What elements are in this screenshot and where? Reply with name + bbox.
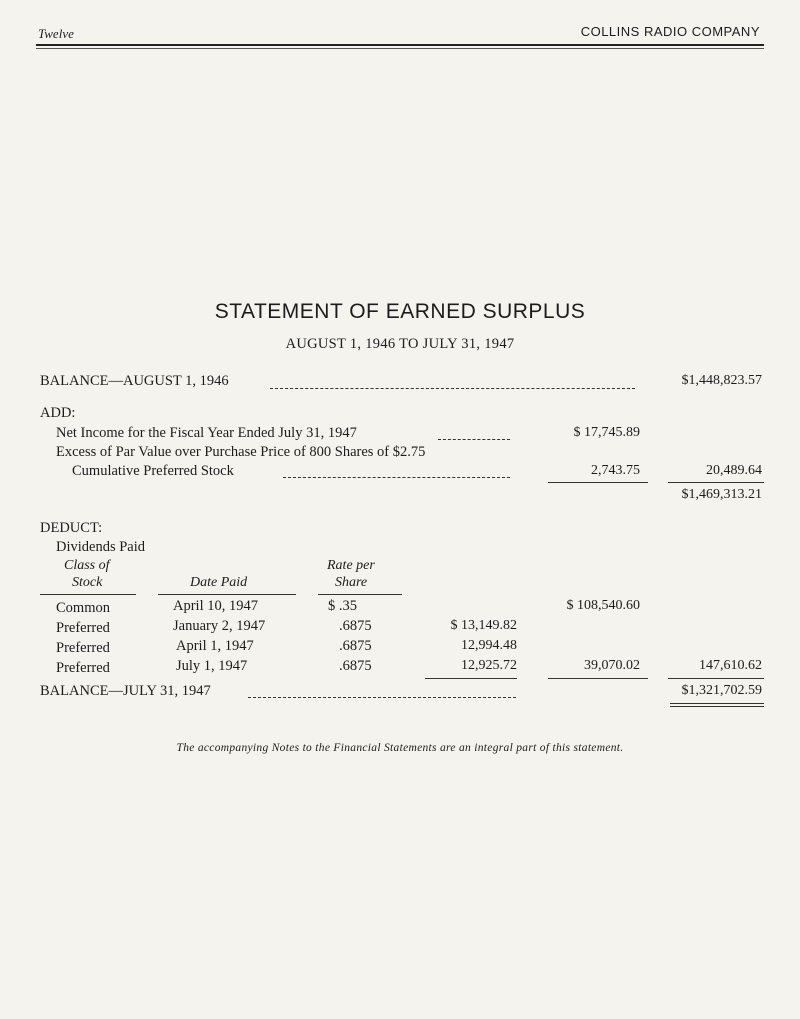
double-rule — [670, 706, 764, 707]
column-rule — [40, 594, 136, 595]
net-income-label: Net Income for the Fiscal Year Ended July 31, 1947 — [56, 425, 357, 441]
col-rate-header: Rate per — [327, 558, 375, 573]
deduct-heading: DEDUCT: — [40, 520, 103, 536]
sum-rule — [668, 482, 764, 483]
dividend-class: Preferred — [56, 660, 110, 676]
dividend-date: January 2, 1947 — [173, 618, 266, 634]
col-date-header: Date Paid — [190, 575, 248, 590]
column-rule — [318, 594, 402, 595]
leader-dots — [248, 697, 516, 698]
statement-period: AUGUST 1, 1946 TO JULY 31, 1947 — [285, 336, 515, 352]
dividend-amount: 12,925.72 — [461, 658, 517, 673]
dividends-paid-label: Dividends Paid — [56, 539, 146, 555]
dividend-class: Preferred — [56, 640, 110, 656]
dividend-class: Common — [56, 600, 110, 616]
header-rule-thin — [36, 48, 764, 49]
excess-amount: 2,743.75 — [591, 463, 640, 478]
leader-dots — [438, 439, 510, 440]
dividend-group-total: $ 108,540.60 — [566, 598, 640, 613]
opening-balance-amount: $1,448,823.57 — [681, 373, 762, 388]
dividend-group-total: 39,070.02 — [584, 658, 640, 673]
statement-title: STATEMENT OF EARNED SURPLUS — [214, 300, 586, 323]
dividend-amount: $ 13,149.82 — [450, 618, 517, 633]
opening-balance-label: BALANCE—AUGUST 1, 1946 — [40, 373, 229, 389]
dividend-amount: 12,994.48 — [461, 638, 517, 653]
sum-rule — [548, 678, 648, 679]
add-total-amount: 20,489.64 — [706, 463, 762, 478]
footnote: The accompanying Notes to the Financial Statements are an integral part of this statement. — [176, 742, 624, 754]
col-class-header: Class of — [64, 558, 110, 573]
column-rule — [158, 594, 296, 595]
col-class-header-2: Stock — [72, 575, 103, 590]
leader-dots — [283, 477, 510, 478]
page-number-label: Twelve — [38, 26, 74, 41]
excess-label-line1: Excess of Par Value over Purchase Price of 800 Shares of $2.75 — [56, 444, 426, 460]
sum-rule — [668, 678, 764, 679]
excess-label-line2: Cumulative Preferred Stock — [72, 463, 234, 479]
sum-rule — [425, 678, 517, 679]
double-rule — [670, 703, 764, 704]
dividend-rate: .6875 — [339, 618, 372, 634]
company-name: COLLINS RADIO COMPANY — [580, 24, 760, 39]
deduct-total-amount: 147,610.62 — [699, 658, 762, 673]
closing-balance-label: BALANCE—JULY 31, 1947 — [40, 683, 211, 699]
header-rule — [36, 44, 764, 46]
closing-balance-amount: $1,321,702.59 — [681, 683, 762, 698]
leader-dots — [270, 388, 635, 389]
sum-rule — [548, 482, 648, 483]
add-heading: ADD: — [40, 405, 76, 421]
dividend-rate: $ .35 — [328, 598, 357, 614]
dividend-date: April 10, 1947 — [173, 598, 258, 614]
dividend-date: April 1, 1947 — [176, 638, 254, 654]
dividend-rate: .6875 — [339, 638, 372, 654]
dividend-class: Preferred — [56, 620, 110, 636]
dividend-rate: .6875 — [339, 658, 372, 674]
net-income-amount: $ 17,745.89 — [573, 425, 640, 440]
col-rate-header-2: Share — [335, 575, 368, 590]
subtotal-amount: $1,469,313.21 — [681, 487, 762, 502]
dividend-date: July 1, 1947 — [176, 658, 248, 674]
